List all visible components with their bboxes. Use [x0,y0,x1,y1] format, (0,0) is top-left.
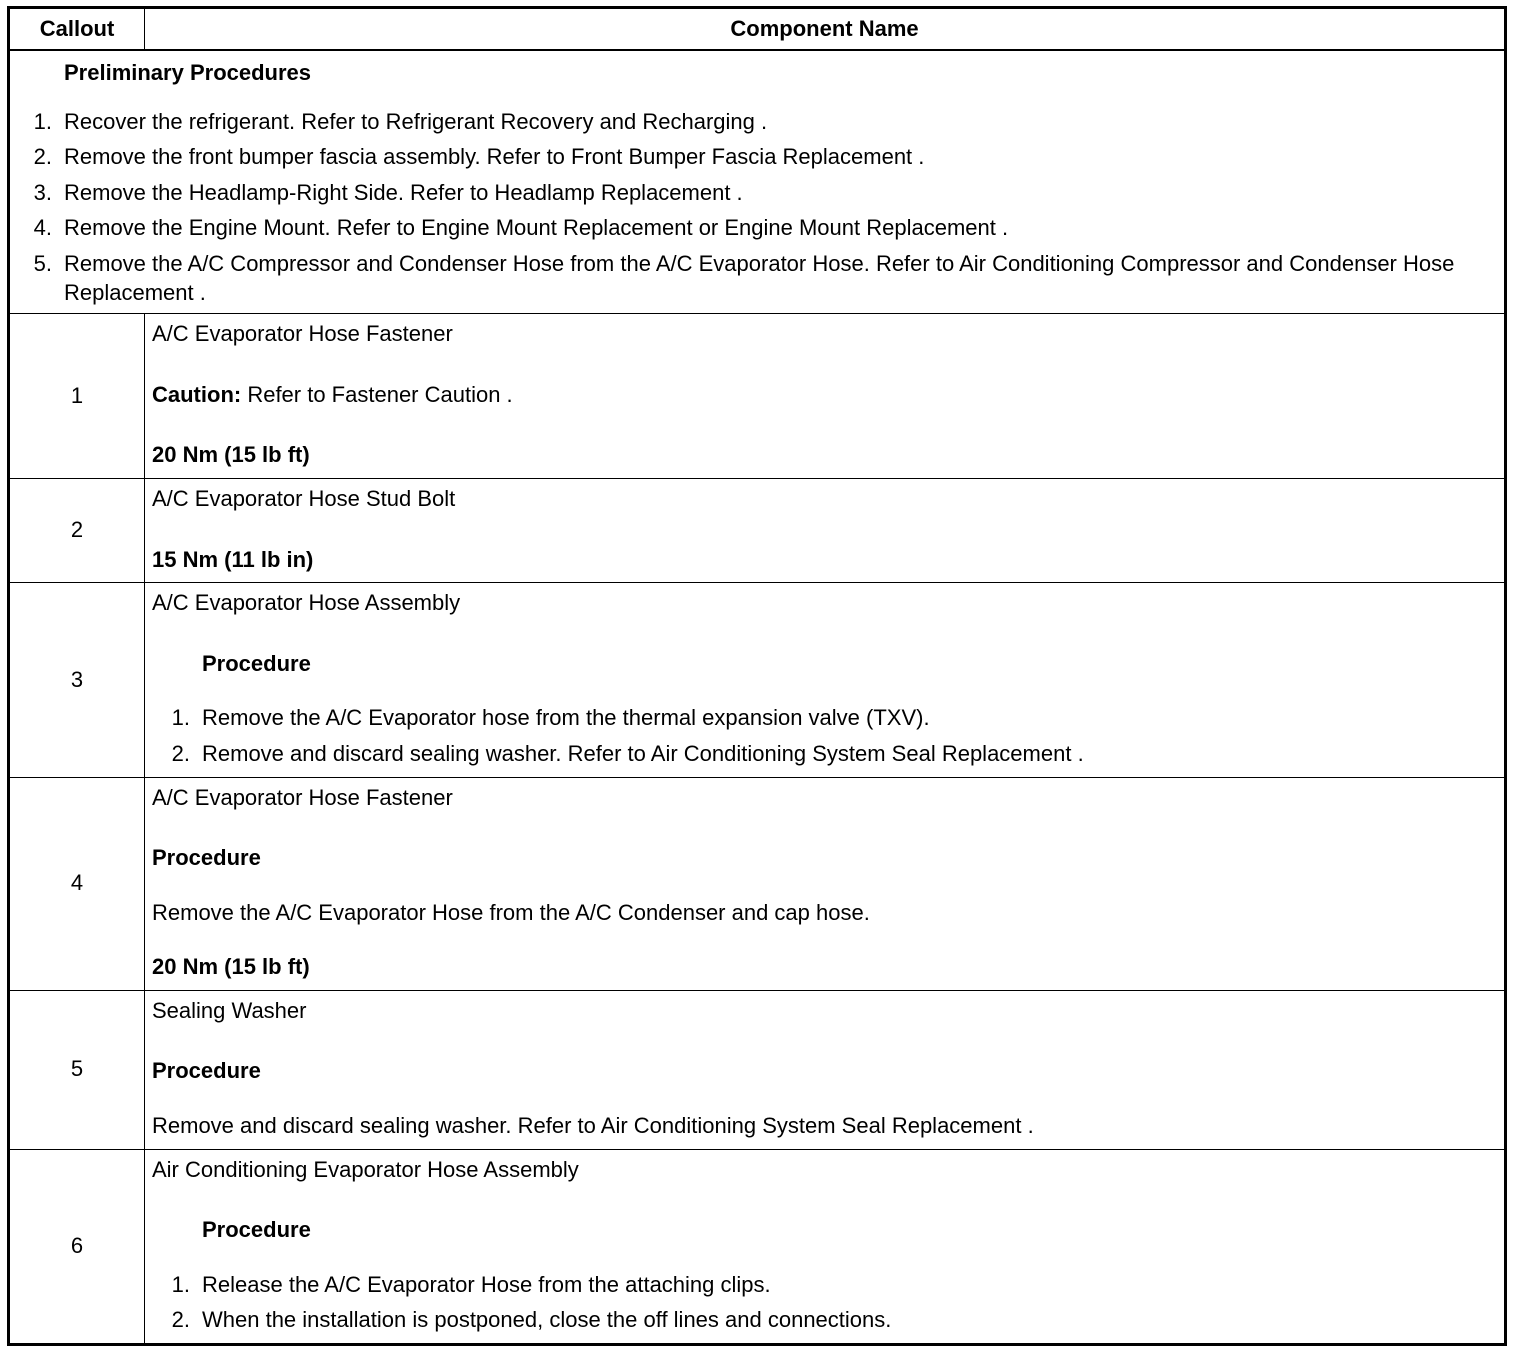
component-cell [145,1149,1506,1344]
procedure-steps [152,704,1504,768]
table-row [9,777,1506,990]
list-item: 1. Remove the A/C Evaporator hose from the thermal expansion valve (TXV). [171,705,930,731]
header-row [9,8,1506,51]
list-item: 2. When the installation is postponed, close the off lines and connections. [171,1307,892,1333]
caution-line [152,381,1504,410]
callout-number: 6 [9,1149,145,1344]
component-cell [145,777,1506,990]
component-name: Sealing Washer [152,997,307,1023]
procedure-steps [152,1271,1504,1335]
callout-header: Callout [9,8,145,51]
preliminary-cell [9,50,1506,314]
procedure-heading: Procedure [152,845,261,871]
component-cell [145,990,1506,1149]
component-cell [145,478,1506,582]
caution-label: Caution: [152,381,242,407]
callout-number: 2 [9,478,145,582]
procedure-heading: Procedure [202,1217,311,1243]
table-row [9,478,1506,582]
list-item: 4. Remove the Engine Mount. Refer to Engine Mount Replacement or Engine Mount Replacement . [33,215,1009,241]
list-item: 2. Remove the front bumper fascia assembly. Refer to Front Bumper Fascia Replacement . [33,144,925,170]
preliminary-row [9,50,1506,314]
torque-spec: 15 Nm (11 lb in) [152,546,314,572]
procedure-text: Remove and discard sealing washer. Refer to Air Conditioning System Seal Replacement . [152,1113,1034,1139]
preliminary-title: Preliminary Procedures [64,60,312,85]
list-item: 2. Remove and discard sealing washer. Refer to Air Conditioning System Seal Replacement . [171,740,1084,766]
procedure-text: Remove the A/C Evaporator Hose from the A/C Condenser and cap hose. [152,899,870,925]
callout-number: 5 [9,990,145,1149]
caution-text: Refer to Fastener Caution . [241,381,513,407]
component-name: A/C Evaporator Hose Assembly [152,590,461,616]
component-table [7,6,1507,1346]
procedure-heading: Procedure [152,1058,261,1084]
table-row [9,990,1506,1149]
component-cell [145,583,1506,777]
table-row [9,1149,1506,1344]
component-cell [145,314,1506,479]
list-item: 3. Remove the Headlamp-Right Side. Refer to Headlamp Replacement . [33,179,743,205]
torque-spec: 20 Nm (15 lb ft) [152,954,310,980]
component-name: A/C Evaporator Hose Fastener [152,784,453,810]
procedure-heading: Procedure [202,650,311,676]
component-name-header: Component Name [145,8,1506,51]
table-row [9,583,1506,777]
component-name: A/C Evaporator Hose Stud Bolt [152,485,456,511]
callout-number: 4 [9,777,145,990]
component-name: Air Conditioning Evaporator Hose Assembly [152,1156,579,1182]
list-item: 5. Remove the A/C Compressor and Condenser Hose from the A/C Evaporator Hose. Refer to Air Conditioning Compressor and Condenser Hose Replacement . [33,250,1455,305]
callout-number: 3 [9,583,145,777]
list-item: 1. Release the A/C Evaporator Hose from the attaching clips. [171,1271,771,1297]
table-row [9,314,1506,479]
preliminary-steps [10,108,1504,308]
torque-spec: 20 Nm (15 lb ft) [152,442,310,468]
list-item: 1. Recover the refrigerant. Refer to Refrigerant Recovery and Recharging . [33,108,768,134]
component-name: A/C Evaporator Hose Fastener [152,321,453,347]
callout-number: 1 [9,314,145,479]
